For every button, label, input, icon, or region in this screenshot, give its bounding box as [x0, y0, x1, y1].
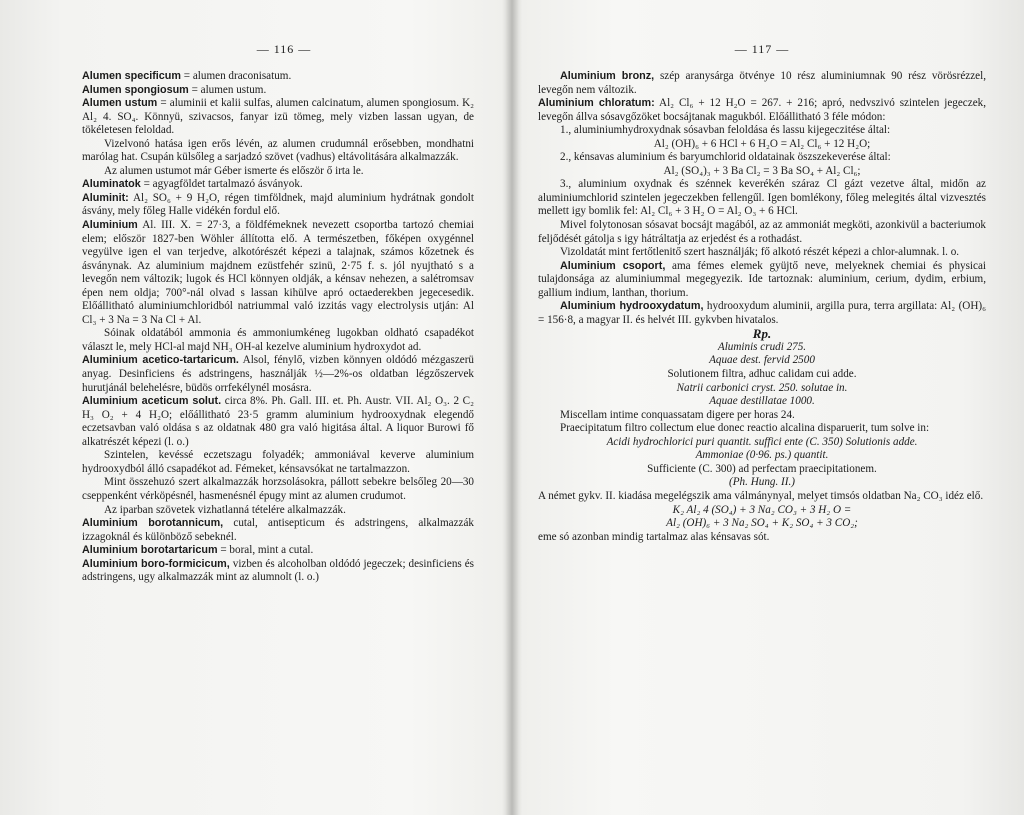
entry-text: = alumen ustum.	[188, 83, 267, 96]
entry-paragraph	[538, 476, 986, 490]
entry-text: Sufficiente (C. 300) ad perfectam praecipitationem.	[647, 462, 877, 475]
right-page	[516, 0, 1024, 815]
entry-text: szép aranysárga ötvénye 10 rész aluminiumnak 90 rész vörösrézzel, levegőn nem változik.	[538, 70, 986, 96]
entry-text: 3., aluminium oxydnak és szénnek keverékén száraz Cl gázt vezetve által, midőn az aluminiumchlorid szintelen jegeczekben fellengűl. Igen bomlékony, főleg melegités által vizvesztés mellett igy bomlik fel: Al₂ Cl₆ + 3 H₂ O = Al₂ O₃ + 6 HCl.	[538, 178, 986, 218]
entry-text: = alumen draconisatum.	[181, 70, 292, 82]
entry-heading: Aluminium acetico-tartaricum.	[82, 354, 239, 367]
entry-paragraph	[538, 490, 986, 504]
entry-heading: Aluminium bronz,	[560, 70, 655, 82]
entry-text: 1., aluminiumhydroxydnak sósavban feloldása és lassu kijegeczitése által:	[560, 124, 891, 137]
left-text-column	[82, 70, 474, 585]
entry-paragraph	[82, 165, 474, 179]
entry-paragraph	[82, 354, 474, 395]
entry-paragraph	[538, 124, 986, 138]
entry-text: Al. III. X. = 27·3, a földfémeknek nevezett csoportba tartozó chemiai elem; először 1827-ben Wöhler állította elő. A természetben, főképen oxygénnel vegyülve igen el van terjedve, alkotórészét képezi a talajnak, számos kőzetnek és ásványnak. Az aluminium majdnem ezüstfehér szinü, 2·75 f. s. jól nyujtható s a levegőn nem változik; lugok és HCl könnyen oldják, a kénsav nehezen, a salétromsav épen nem oldja; 700°-nál olvad s lassan kihülve apró octaederekben jegecesedik. Előállitható aluminiumchloridból natriummal való izzitás vagy electrolysis utján: Al Cl₃ + 3 Na = 3 Na Cl + Al.	[82, 219, 474, 326]
entry-paragraph	[538, 395, 986, 409]
entry-paragraph	[538, 165, 986, 179]
entry-heading: Aluminium csoport,	[560, 259, 666, 272]
entry-paragraph	[538, 436, 986, 450]
entry-text: eme só azonban mindig tartalmaz alas kénsavas sót.	[538, 530, 770, 543]
entry-paragraph	[538, 368, 986, 382]
entry-text: Alsol, fénylő, vizben könnyen oldódó mézgaszerü anyag. Desinficiens és adstringens, használják ½—2%-os oldatban légzőszervek hurutjánál belehelésre, büdös orrfekélynél mosásra.	[82, 354, 475, 394]
entry-heading: Alumen specificum	[82, 70, 181, 82]
entry-text: Vizoldatát mint fertőtlenitő szert használják; fő alkotó részét képezi a chlor-alumnak. l. o.	[560, 246, 960, 259]
entry-text: (Ph. Hung. II.)	[729, 476, 795, 489]
entry-paragraph	[82, 97, 474, 138]
entry-paragraph	[538, 219, 986, 246]
entry-paragraph	[538, 341, 986, 355]
entry-paragraph	[538, 422, 986, 436]
entry-text: Al₂ SO₆ + 9 H₂O, régen timföldnek, majd aluminium hydrátnak gondolt ásvány, mely főleg Halle vidékén fordul elő.	[82, 191, 474, 218]
entry-paragraph	[82, 449, 474, 476]
entry-paragraph	[82, 84, 474, 98]
entry-heading: Alumen spongiosum	[82, 83, 189, 96]
entry-paragraph	[538, 246, 986, 260]
entry-paragraph	[538, 463, 986, 477]
entry-text: Az iparban szövetek vizhatlanná tételére alkalmazzák.	[104, 503, 346, 516]
entry-heading: Aluminium borotartaricum	[82, 544, 218, 557]
entry-text: A német gykv. II. kiadása megelégszik ama válmánynyal, melyet timsós oldatban Na₂ CO₃ idéz elő.	[538, 489, 984, 502]
entry-paragraph	[82, 327, 474, 354]
entry-text: = aluminii et kalii sulfas, alumen calcinatum, alumen spongiosum. K₂ Al₂ 4. SO₄. Könnyü, szivacsos, fanyar izü tömeg, mely vizben lassan ugyan, de tökéletesen feloldad.	[82, 97, 474, 137]
entry-heading: Aluminium aceticum solut.	[82, 395, 222, 408]
entry-paragraph	[538, 449, 986, 463]
page-number: — 117 —	[734, 42, 790, 56]
entry-paragraph	[82, 138, 474, 165]
entry-text: Praecipitatum filtro collectum elue donec reactio alcalina disparuerit, tum solve in:	[560, 422, 930, 435]
entry-paragraph	[82, 558, 474, 585]
entry-text: hydrooxydum aluminii, argilla pura, terra argillata: Al₂ (OH)₆ = 156·8, a magyar II. és helvét III. gykvben hivatalos.	[538, 300, 986, 326]
entry-text: Sóinak oldatából ammonia és ammoniumkéneg lugokban oldható csapadékot választ le, mely HCl-al majd NH₃ OH-al kezelve aluminium hydroxydot ad.	[82, 327, 474, 353]
entry-paragraph	[538, 70, 986, 97]
entry-paragraph	[82, 517, 474, 544]
entry-text: Mint összehuzó szert alkalmazzák horzsolásokra, pállott sebekre belsőleg 20—30 cseppenként vérköpésnél, hasmenésnél épugy mint az alumen crudumot.	[82, 476, 474, 502]
entry-text: Vizelvonó hatása igen erős lévén, az alumen crudumnál erősebben, mondhatni marólag hat. Csupán külsőleg a sarjadzó szövet (vadhus) eltávolitására alkalmazzák.	[82, 137, 474, 164]
entry-paragraph	[538, 517, 986, 531]
entry-text: = boral, mint a cutal.	[217, 544, 314, 557]
entry-heading: Alumen ustum	[82, 97, 158, 110]
entry-text: Ammoniae (0·96. ps.) quantit.	[695, 449, 829, 462]
entry-paragraph	[538, 97, 986, 124]
entry-heading: Aluminit:	[82, 191, 129, 204]
entry-paragraph	[82, 504, 474, 518]
entry-text: ama fémes elemek gyüjtő neve, melyeknek chemiai és physicai tulajdonsága az aluminiummal megegyezik. Ide tartoznak: aluminium, cerium, dydim, erbium, gallium indium, lanthan, thorium.	[538, 259, 987, 299]
entry-text: Natrii carbonici cryst. 250. solutae in.	[676, 381, 848, 394]
entry-text: K₂ Al₂ 4 (SO₄) + 3 Na₂ CO₃ + 3 H₂ O =	[672, 503, 852, 516]
entry-text: Al₂ (SO₄)₃ + 3 Ba Cl₂ = 3 Ba SO₄ + Al₂ Cl₆;	[663, 164, 861, 177]
left-page	[0, 0, 508, 815]
entry-text: Aquae destillatae 1000.	[709, 395, 815, 408]
entry-paragraph	[538, 260, 986, 301]
right-text-column	[538, 70, 986, 544]
entry-text: Al₂ Cl₆ + 12 H₂O = 267. + 216; apró, nedvszivó szintelen jegeczek, levegőn állva sósavgőzöket bocsájtanak magukból. Előállitható 3 féle módon:	[538, 97, 986, 123]
entry-heading: Aluminium chloratum:	[538, 97, 655, 110]
entry-paragraph	[82, 219, 474, 327]
entry-paragraph	[82, 476, 474, 503]
entry-text: Aluminis crudi 275.	[717, 340, 807, 353]
entry-text: Mivel folytonosan sósavat bocsájt magából, az az ammoniát megköti, azonkivül a bacteriumok feljődését gátolja s igy hátráltatja az erjedést és a rothadást.	[538, 219, 986, 245]
entry-paragraph	[538, 327, 986, 341]
entry-heading: Aluminium borotannicum,	[82, 517, 224, 530]
entry-text: Al₂ (OH)₆ + 6 HCl + 6 H₂O = Al₂ Cl₆ + 12 H₂O;	[653, 137, 871, 150]
entry-paragraph	[538, 178, 986, 219]
entry-text: vizben és alcoholban oldódó jegeczek; desinficiens és adstringens, ugy alkalmazzák mint az alumnolt (l. o.)	[82, 557, 475, 584]
entry-text: Miscellam intime conquassatam digere per horas 24.	[560, 408, 795, 421]
entry-paragraph	[538, 138, 986, 152]
entry-text: Solutionem filtra, adhuc calidam cui adde.	[667, 368, 857, 381]
entry-text: = agyagföldet tartalmazó ásványok.	[140, 178, 303, 191]
page-number: — 116 —	[256, 42, 312, 56]
entry-heading: Aluminium hydrooxydatum,	[560, 300, 704, 313]
entry-text: Rp.	[752, 326, 772, 342]
entry-text: 2., kénsavas aluminium és baryumchlorid oldatainak öszszekeverése által:	[560, 151, 891, 164]
entry-heading: Aluminium	[82, 219, 138, 232]
entry-text: Acidi hydrochlorici puri quantit. suffici ente (C. 350) Solutionis adde.	[606, 435, 918, 448]
entry-paragraph	[82, 70, 474, 84]
entry-paragraph	[538, 151, 986, 165]
entry-paragraph	[538, 300, 986, 327]
entry-paragraph	[82, 178, 474, 192]
entry-paragraph	[82, 544, 474, 558]
entry-text: Al₂ (OH)₆ + 3 Na₂ SO₄ + K₂ SO₄ + 3 CO₂;	[666, 517, 858, 530]
entry-heading: Aluminium boro-formicicum,	[82, 557, 230, 570]
entry-paragraph	[82, 395, 474, 449]
entry-heading: Aluminatok	[82, 178, 141, 191]
entry-paragraph	[538, 531, 986, 545]
entry-text: cutal, antisepticum és adstringens, alkalmazzák izzagoknál és különböző sebeknél.	[82, 517, 474, 543]
entry-text: Aquae dest. fervid 2500	[709, 354, 815, 367]
entry-text: circa 8%. Ph. Gall. III. et. Ph. Austr. VII. Al₂ O₃. 2 C₂ H₃ O₂ + 4 H₂O; előállitható 23·5 gramm aluminium hydrooxydnak elegendő eczetsavban való oldása s az oldatnak 480 gra való higitása által. A liquor Burowi fő alkatrészét képezi (l. o.)	[82, 395, 474, 448]
entry-paragraph	[538, 382, 986, 396]
entry-paragraph	[538, 504, 986, 518]
entry-paragraph	[538, 354, 986, 368]
entry-paragraph	[82, 192, 474, 219]
entry-text: Az alumen ustumot már Géber ismerte és először ő irta le.	[104, 164, 364, 177]
entry-text: Szintelen, kevéssé eczetszagu folyadék; ammoniával keverve aluminium hydrooxydból álló csapadékot ad. Fémeket, kénsavsókat ne tartalmazzon.	[82, 449, 474, 475]
entry-paragraph	[538, 409, 986, 423]
